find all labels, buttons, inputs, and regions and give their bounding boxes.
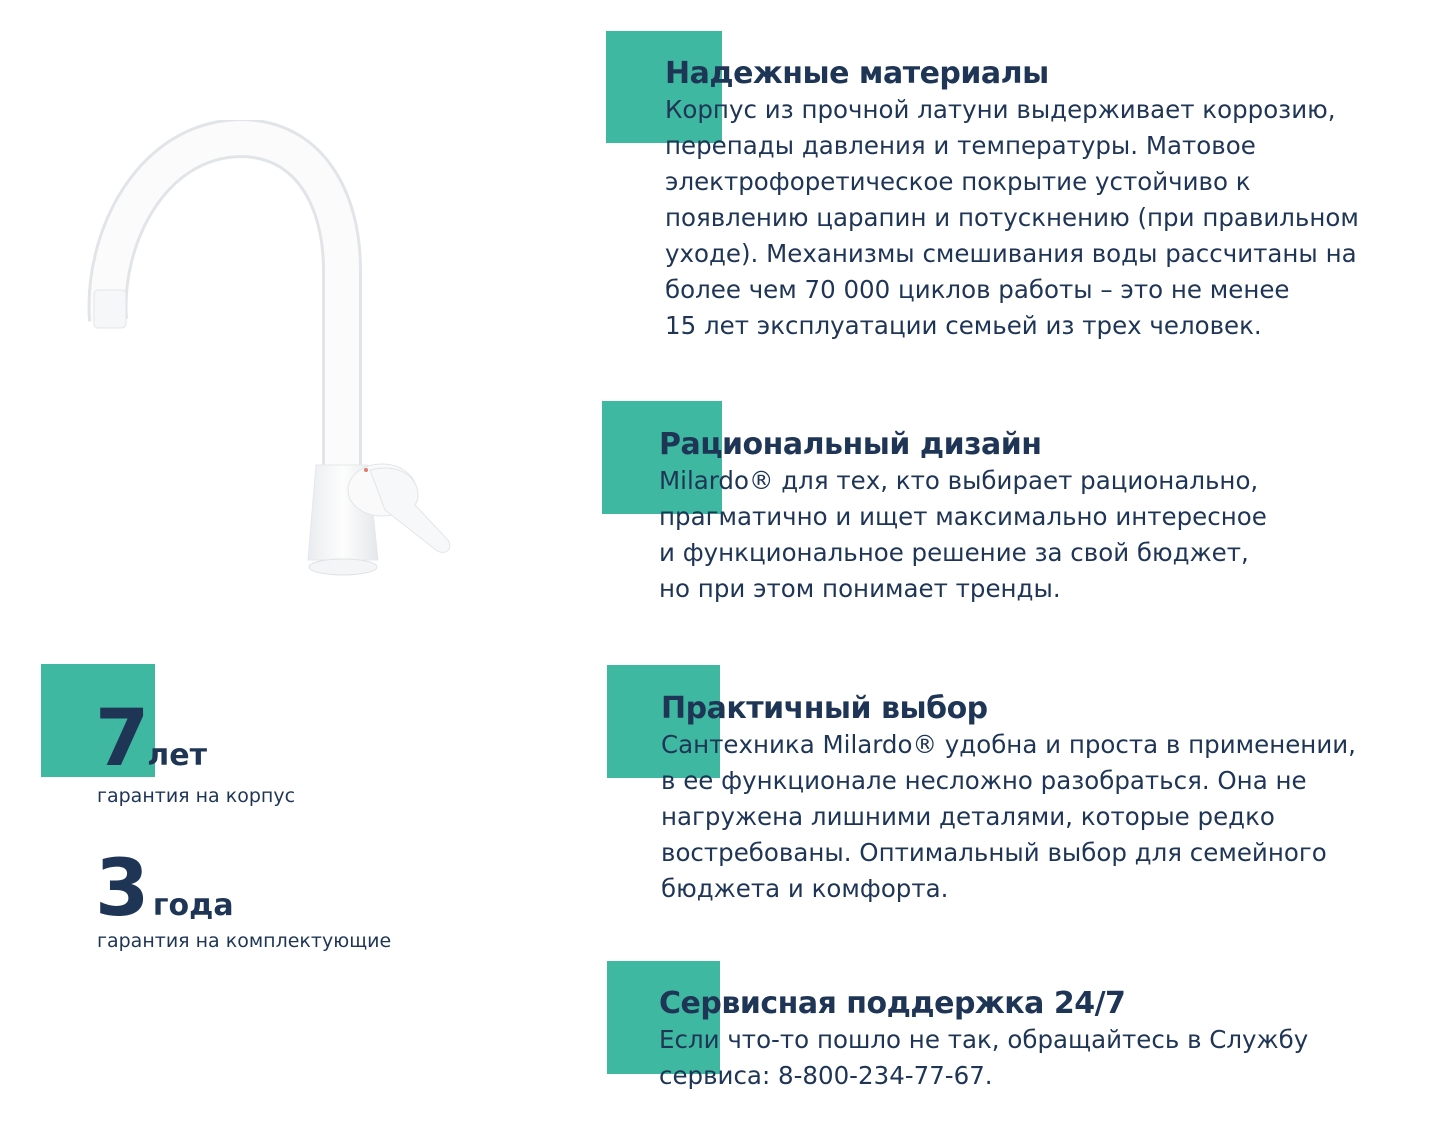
warranty-number: 7 [95,694,148,784]
feature-text [659,1022,1308,1094]
warranty-unit: года [152,888,234,923]
text-line: сервиса: 8-800-234-77-67. [659,1061,993,1090]
text-line: Milardo® для тех, кто выбирает рационально, [659,466,1259,495]
faucet-image [80,120,480,590]
text-line: Если что-то пошло не так, обращайтесь в Службу [659,1025,1309,1054]
warranty-unit: лет [147,738,207,773]
text-line: перепады давления и температуры. Матовое [665,131,1256,160]
feature-reliable-materials [665,56,1359,344]
text-line: 15 лет эксплуатации семьей из трех человек. [665,311,1262,340]
text-line: Сантехника Milardo® удобна и проста в применении, [661,730,1356,759]
text-line: нагружена лишними деталями, которые редко [661,802,1275,831]
warranty-parts [95,844,234,934]
feature-title: Надежные материалы [665,56,1049,91]
text-line: Корпус из прочной латуни выдерживает коррозию, [665,95,1336,124]
feature-title: Практичный выбор [661,691,988,726]
feature-title: Сервисная поддержка 24/7 [659,986,1126,1021]
text-line: но при этом понимает тренды. [659,574,1061,603]
feature-title: Рациональный дизайн [659,427,1042,462]
text-line: бюджета и комфорта. [661,874,949,903]
warranty-body [95,694,207,784]
feature-practical-choice [661,691,1356,907]
text-line: и функциональное решение за свой бюджет, [659,538,1249,567]
text-line: прагматично и ищет максимально интересное [659,502,1267,531]
text-line: уходе). Механизмы смешивания воды рассчитаны на [665,239,1357,268]
feature-text [665,92,1359,344]
feature-text [661,727,1356,907]
warranty-caption: гарантия на комплектующие [97,930,392,952]
text-line: более чем 70 000 циклов работы – это не менее [665,275,1290,304]
warranty-number: 3 [95,844,148,934]
text-line: в ее функционале несложно разобраться. Она не [661,766,1307,795]
warranty-caption: гарантия на корпус [97,785,296,807]
feature-text [659,463,1267,607]
feature-service-support [659,986,1308,1094]
feature-rational-design [659,427,1267,607]
text-line: появлению царапин и потускнению (при правильном [665,203,1359,232]
text-line: востребованы. Оптимальный выбор для семейного [661,838,1327,867]
text-line: электрофоретическое покрытие устойчиво к [665,167,1251,196]
